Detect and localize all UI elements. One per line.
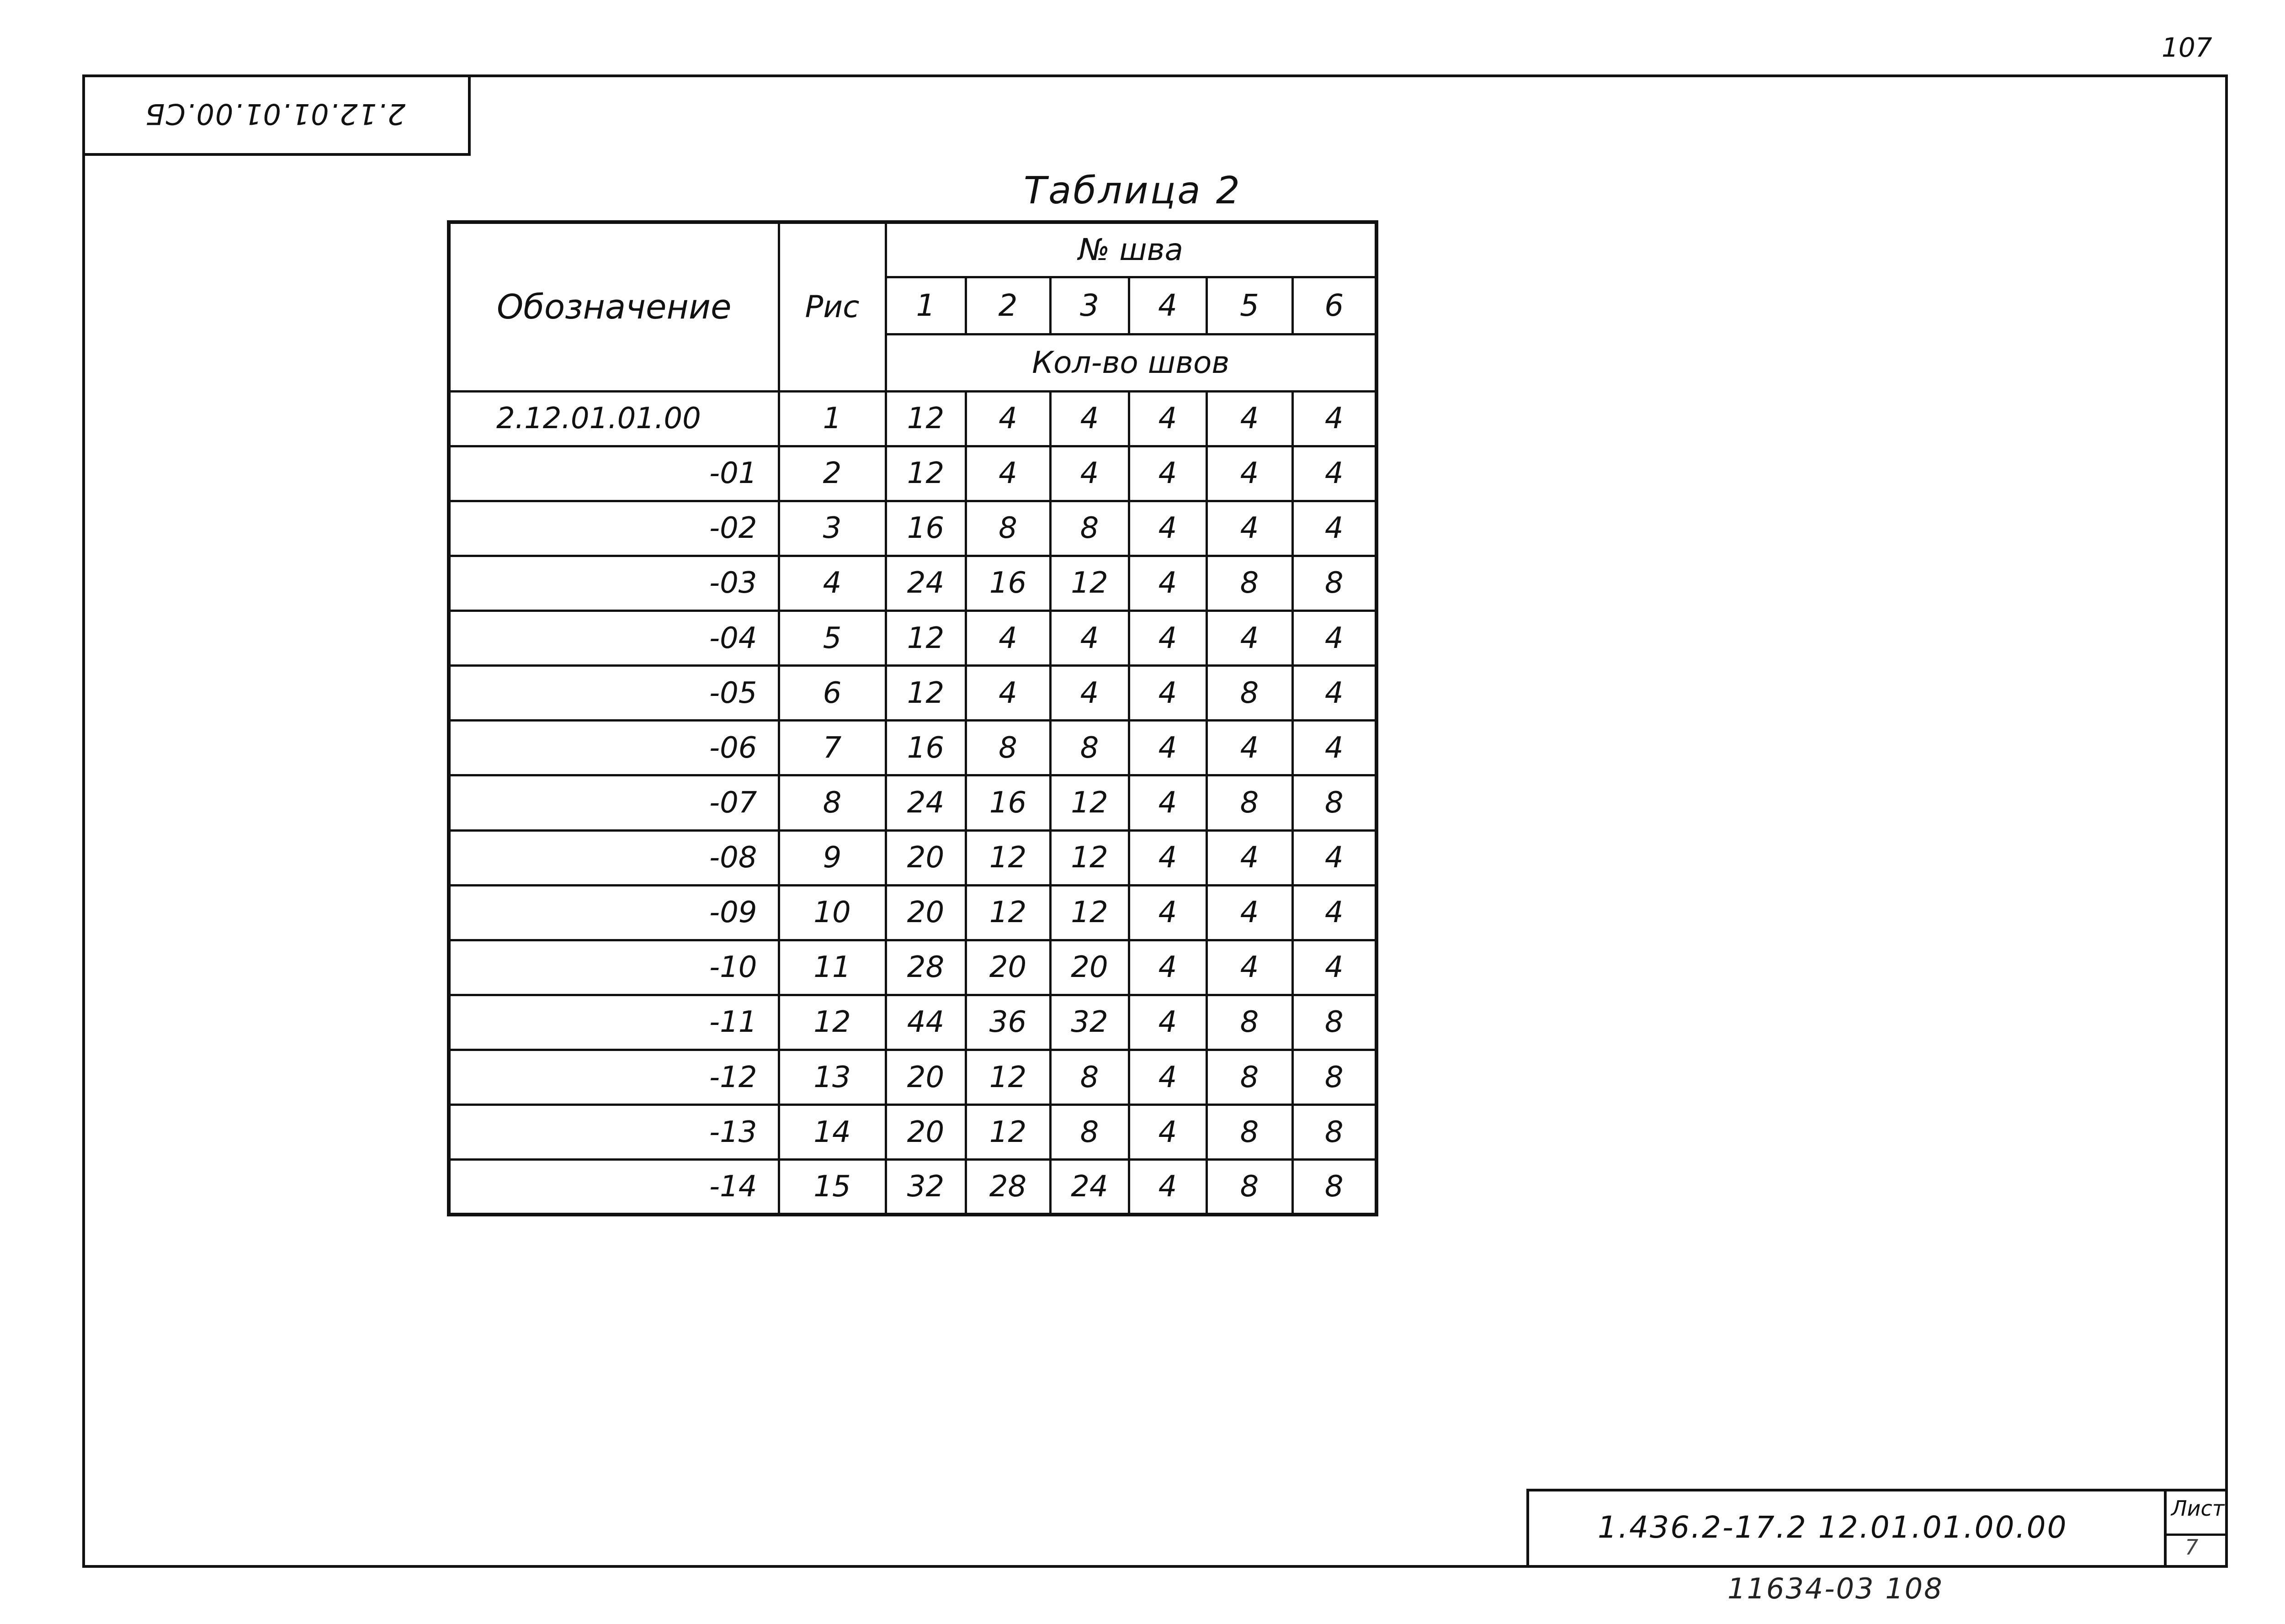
weld-count-cell: 4	[1292, 501, 1376, 556]
bottom-code: 11634-03 108	[1727, 1572, 1944, 1605]
designation-cell: -12	[449, 1050, 779, 1105]
weld-count-cell: 24	[886, 775, 966, 830]
weld-count-cell: 20	[886, 830, 966, 885]
weld-count-cell: 4	[1206, 721, 1292, 775]
table-row	[449, 611, 1376, 666]
weld-count-cell: 8	[1206, 995, 1292, 1050]
weld-count-cell: 4	[1206, 830, 1292, 885]
weld-count-cell: 4	[1129, 995, 1206, 1050]
weld-col-header: 5	[1206, 277, 1292, 334]
weld-count-cell: 4	[1292, 830, 1376, 885]
weld-count-cell: 12	[966, 1050, 1050, 1105]
weld-count-cell: 8	[1292, 1160, 1376, 1215]
figure-cell: 11	[779, 940, 886, 995]
weld-count-cell: 24	[1050, 1160, 1129, 1215]
weld-count-cell: 4	[1129, 721, 1206, 775]
weld-count-cell: 12	[966, 885, 1050, 940]
weld-count-cell: 4	[966, 611, 1050, 666]
weld-count-cell: 4	[1292, 666, 1376, 721]
weld-count-cell: 4	[1129, 940, 1206, 995]
weld-count-cell: 32	[886, 1160, 966, 1215]
weld-count-cell: 12	[886, 666, 966, 721]
weld-count-cell: 12	[1050, 775, 1129, 830]
weld-count-cell: 4	[1050, 446, 1129, 501]
weld-count-cell: 4	[1129, 391, 1206, 446]
weld-count-cell: 4	[966, 666, 1050, 721]
weld-col-header: 3	[1050, 277, 1129, 334]
weld-count-cell: 4	[966, 446, 1050, 501]
figure-cell: 8	[779, 775, 886, 830]
table-row	[449, 556, 1376, 610]
figure-cell: 3	[779, 501, 886, 556]
title-block	[1526, 1489, 2228, 1568]
table-row	[449, 775, 1376, 830]
weld-count-cell: 20	[886, 1050, 966, 1105]
designation-cell: -05	[449, 666, 779, 721]
figure-cell: 14	[779, 1105, 886, 1160]
weld-count-cell: 4	[1050, 611, 1129, 666]
weld-count-cell: 4	[1050, 666, 1129, 721]
figure-cell: 15	[779, 1160, 886, 1215]
weld-number-header: № шва	[886, 222, 1376, 277]
weld-count-cell: 16	[886, 721, 966, 775]
weld-count-cell: 16	[966, 556, 1050, 610]
weld-count-cell: 20	[886, 1105, 966, 1160]
table-row	[449, 1105, 1376, 1160]
weld-count-cell: 12	[966, 830, 1050, 885]
weld-count-cell: 12	[886, 446, 966, 501]
table-row	[449, 995, 1376, 1050]
weld-count-cell: 16	[966, 775, 1050, 830]
weld-count-cell: 8	[1292, 1050, 1376, 1105]
weld-count-cell: 20	[1050, 940, 1129, 995]
figure-cell: 13	[779, 1050, 886, 1105]
weld-count-cell: 8	[1292, 775, 1376, 830]
weld-count-cell: 8	[1206, 1050, 1292, 1105]
designation-cell: -03	[449, 556, 779, 610]
sheet-number: 7	[2185, 1535, 2199, 1560]
figure-cell: 6	[779, 666, 886, 721]
weld-count-cell: 4	[1206, 611, 1292, 666]
weld-count-cell: 8	[1050, 721, 1129, 775]
weld-count-cell: 12	[1050, 885, 1129, 940]
designation-cell: -08	[449, 830, 779, 885]
weld-count-cell: 36	[966, 995, 1050, 1050]
weld-count-cell: 20	[886, 885, 966, 940]
weld-count-cell: 8	[1292, 556, 1376, 610]
weld-count-cell: 8	[1206, 556, 1292, 610]
weld-count-cell: 8	[966, 721, 1050, 775]
weld-count-cell: 20	[966, 940, 1050, 995]
weld-count-cell: 12	[966, 1105, 1050, 1160]
corner-stamp	[82, 74, 471, 156]
weld-count-cell: 4	[1292, 611, 1376, 666]
page-number: 107	[2162, 32, 2212, 63]
table-row	[449, 391, 1376, 446]
weld-count-cell: 4	[1292, 721, 1376, 775]
weld-col-header: 1	[886, 277, 966, 334]
weld-count-cell: 4	[1206, 940, 1292, 995]
weld-count-cell: 4	[966, 391, 1050, 446]
weld-col-header: 2	[966, 277, 1050, 334]
weld-count-cell: 4	[1292, 446, 1376, 501]
figure-cell: 10	[779, 885, 886, 940]
table-row	[449, 501, 1376, 556]
weld-count-cell: 12	[1050, 556, 1129, 610]
weld-count-header: Кол-во швов	[886, 334, 1376, 391]
weld-count-cell: 16	[886, 501, 966, 556]
weld-count-cell: 4	[1206, 501, 1292, 556]
designation-cell: -02	[449, 501, 779, 556]
weld-col-header: 4	[1129, 277, 1206, 334]
designation-cell: -11	[449, 995, 779, 1050]
table-row	[449, 830, 1376, 885]
designation-cell: -13	[449, 1105, 779, 1160]
weld-col-header: 6	[1292, 277, 1376, 334]
weld-count-cell: 4	[1129, 885, 1206, 940]
figure-cell: 4	[779, 556, 886, 610]
table-row	[449, 1160, 1376, 1215]
weld-count-cell: 8	[1206, 666, 1292, 721]
weld-count-cell: 4	[1292, 940, 1376, 995]
weld-count-cell: 32	[1050, 995, 1129, 1050]
weld-count-cell: 4	[1129, 611, 1206, 666]
designation-cell: -04	[449, 611, 779, 666]
weld-count-cell: 4	[1206, 885, 1292, 940]
figure-cell: 7	[779, 721, 886, 775]
weld-count-cell: 4	[1292, 391, 1376, 446]
designation-cell: -10	[449, 940, 779, 995]
table-row	[449, 885, 1376, 940]
weld-count-cell: 4	[1206, 446, 1292, 501]
weld-count-cell: 4	[1292, 885, 1376, 940]
weld-count-cell: 4	[1129, 501, 1206, 556]
weld-count-cell: 8	[1050, 501, 1129, 556]
weld-count-cell: 8	[966, 501, 1050, 556]
figure-header: Рис	[779, 222, 886, 391]
weld-count-cell: 12	[886, 611, 966, 666]
weld-count-cell: 4	[1129, 666, 1206, 721]
weld-count-cell: 4	[1129, 1105, 1206, 1160]
figure-cell: 5	[779, 611, 886, 666]
weld-count-cell: 12	[1050, 830, 1129, 885]
designation-cell: -06	[449, 721, 779, 775]
weld-count-cell: 4	[1129, 1050, 1206, 1105]
weld-count-cell: 28	[886, 940, 966, 995]
sheet-cell	[2164, 1491, 2228, 1568]
weld-count-cell: 4	[1129, 775, 1206, 830]
designation-cell: 2.12.01.01.00	[449, 391, 779, 446]
weld-count-cell: 8	[1292, 995, 1376, 1050]
weld-count-cell: 4	[1129, 556, 1206, 610]
weld-count-cell: 4	[1129, 830, 1206, 885]
weld-count-cell: 4	[1206, 391, 1292, 446]
weld-count-cell: 8	[1050, 1050, 1129, 1105]
weld-count-cell: 8	[1292, 1105, 1376, 1160]
designation-cell: -07	[449, 775, 779, 830]
corner-stamp-text: 2.12.01.01.00.СБ	[144, 97, 406, 131]
weld-count-cell: 4	[1129, 1160, 1206, 1215]
designation-header: Обозначение	[449, 222, 779, 391]
weld-count-cell: 8	[1050, 1105, 1129, 1160]
table-row	[449, 940, 1376, 995]
weld-count-cell: 4	[1129, 446, 1206, 501]
designation-cell: -09	[449, 885, 779, 940]
sheet-label: Лист	[2171, 1496, 2225, 1521]
weld-count-cell: 44	[886, 995, 966, 1050]
table-row	[449, 666, 1376, 721]
weld-count-cell: 24	[886, 556, 966, 610]
weld-count-cell: 4	[1050, 391, 1129, 446]
weld-count-cell: 12	[886, 391, 966, 446]
weld-count-cell: 8	[1206, 775, 1292, 830]
figure-cell: 9	[779, 830, 886, 885]
figure-cell: 2	[779, 446, 886, 501]
figure-cell: 12	[779, 995, 886, 1050]
table-title: Таблица 2	[1024, 169, 1242, 212]
weld-count-cell: 8	[1206, 1160, 1292, 1215]
weld-table	[447, 220, 1378, 1216]
designation-cell: -14	[449, 1160, 779, 1215]
figure-cell: 1	[779, 391, 886, 446]
title-block-code: 1.436.2-17.2 12.01.01.00.00	[1598, 1510, 2068, 1545]
weld-count-cell: 28	[966, 1160, 1050, 1215]
table-row	[449, 721, 1376, 775]
weld-table-body	[449, 391, 1376, 1215]
table-row	[449, 1050, 1376, 1105]
designation-cell: -01	[449, 446, 779, 501]
weld-count-cell: 8	[1206, 1105, 1292, 1160]
table-row	[449, 446, 1376, 501]
